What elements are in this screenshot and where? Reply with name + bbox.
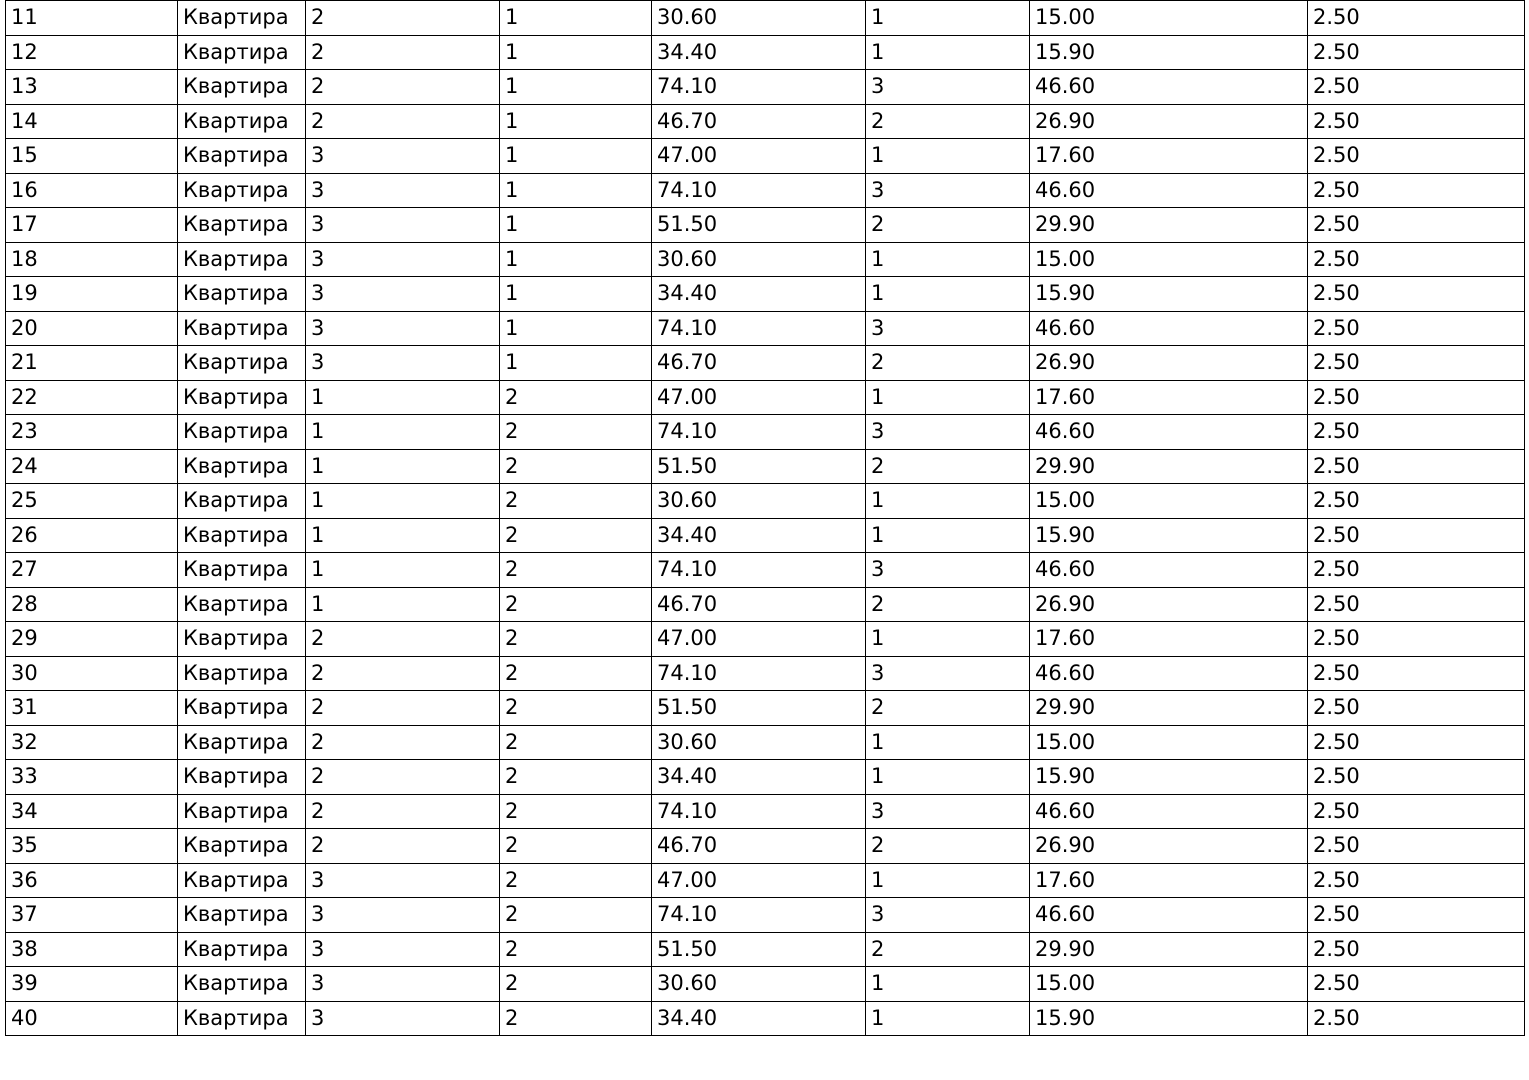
table-cell[interactable]: 2.50 <box>1308 691 1525 726</box>
table-cell[interactable]: 16 <box>6 173 178 208</box>
table-cell[interactable]: 2 <box>306 656 500 691</box>
table-cell[interactable]: 33 <box>6 760 178 795</box>
table-cell[interactable]: 74.10 <box>652 173 866 208</box>
table-cell[interactable]: 26.90 <box>1030 587 1308 622</box>
table-cell[interactable]: 29.90 <box>1030 932 1308 967</box>
table-cell[interactable]: 2.50 <box>1308 932 1525 967</box>
table-cell[interactable]: 2 <box>306 622 500 657</box>
table-row[interactable] <box>6 104 1525 139</box>
table-cell[interactable]: 74.10 <box>652 311 866 346</box>
table-cell[interactable]: 13 <box>6 70 178 105</box>
table-cell[interactable]: 46.60 <box>1030 70 1308 105</box>
table-cell[interactable]: 2.50 <box>1308 794 1525 829</box>
table-cell[interactable]: 28 <box>6 587 178 622</box>
table-cell[interactable]: 1 <box>866 35 1030 70</box>
table-cell[interactable]: 2 <box>500 484 652 519</box>
table-cell[interactable]: 19 <box>6 277 178 312</box>
table-cell[interactable]: 46.70 <box>652 587 866 622</box>
table-cell[interactable]: 3 <box>866 794 1030 829</box>
table-cell[interactable]: 39 <box>6 967 178 1002</box>
table-cell[interactable]: Квартира <box>178 760 306 795</box>
table-cell[interactable]: 1 <box>306 484 500 519</box>
table-cell[interactable]: 2 <box>500 760 652 795</box>
table-cell[interactable]: 2 <box>500 518 652 553</box>
table-cell[interactable]: 26 <box>6 518 178 553</box>
table-cell[interactable]: 46.70 <box>652 346 866 381</box>
table-cell[interactable]: 1 <box>500 104 652 139</box>
table-row[interactable] <box>6 863 1525 898</box>
table-cell[interactable]: 46.70 <box>652 829 866 864</box>
table-cell[interactable]: 47.00 <box>652 380 866 415</box>
table-cell[interactable]: 21 <box>6 346 178 381</box>
table-cell[interactable]: 18 <box>6 242 178 277</box>
table-cell[interactable]: 2 <box>866 829 1030 864</box>
table-cell[interactable]: Квартира <box>178 346 306 381</box>
table-cell[interactable]: 3 <box>306 932 500 967</box>
table-cell[interactable]: 29.90 <box>1030 449 1308 484</box>
table-cell[interactable]: 2.50 <box>1308 277 1525 312</box>
table-row[interactable] <box>6 242 1525 277</box>
table-cell[interactable]: 2.50 <box>1308 863 1525 898</box>
table-row[interactable] <box>6 794 1525 829</box>
table-cell[interactable]: 2 <box>866 346 1030 381</box>
table-cell[interactable]: 15.00 <box>1030 242 1308 277</box>
table-cell[interactable]: 29.90 <box>1030 691 1308 726</box>
table-cell[interactable]: 1 <box>866 1 1030 36</box>
table-cell[interactable]: 2 <box>500 587 652 622</box>
table-cell[interactable]: Квартира <box>178 70 306 105</box>
table-cell[interactable]: 1 <box>866 725 1030 760</box>
table-cell[interactable]: Квартира <box>178 691 306 726</box>
table-cell[interactable]: 17.60 <box>1030 622 1308 657</box>
table-cell[interactable]: Квартира <box>178 863 306 898</box>
table-cell[interactable]: 3 <box>306 863 500 898</box>
table-cell[interactable]: 17.60 <box>1030 863 1308 898</box>
table-cell[interactable]: 2.50 <box>1308 173 1525 208</box>
table-cell[interactable]: 15.90 <box>1030 277 1308 312</box>
table-cell[interactable]: 2 <box>866 104 1030 139</box>
table-cell[interactable]: 2.50 <box>1308 104 1525 139</box>
table-cell[interactable]: 2 <box>866 932 1030 967</box>
table-cell[interactable]: 2 <box>866 587 1030 622</box>
table-cell[interactable]: 2.50 <box>1308 967 1525 1002</box>
table-cell[interactable]: 2.50 <box>1308 242 1525 277</box>
table-cell[interactable]: 47.00 <box>652 863 866 898</box>
table-cell[interactable]: 3 <box>306 346 500 381</box>
table-cell[interactable]: 1 <box>500 1 652 36</box>
table-cell[interactable]: 2.50 <box>1308 208 1525 243</box>
table-cell[interactable]: 46.70 <box>652 104 866 139</box>
table-cell[interactable]: 2.50 <box>1308 898 1525 933</box>
table-cell[interactable]: 30.60 <box>652 1 866 36</box>
table-cell[interactable]: 46.60 <box>1030 656 1308 691</box>
table-cell[interactable]: 46.60 <box>1030 898 1308 933</box>
table-cell[interactable]: Квартира <box>178 725 306 760</box>
table-cell[interactable]: 3 <box>866 70 1030 105</box>
table-row[interactable] <box>6 484 1525 519</box>
table-cell[interactable]: 1 <box>306 415 500 450</box>
table-cell[interactable]: 14 <box>6 104 178 139</box>
table-cell[interactable]: Квартира <box>178 173 306 208</box>
table-cell[interactable]: 38 <box>6 932 178 967</box>
table-cell[interactable]: 2.50 <box>1308 311 1525 346</box>
table-cell[interactable]: 34.40 <box>652 277 866 312</box>
table-cell[interactable]: 74.10 <box>652 553 866 588</box>
table-cell[interactable]: 11 <box>6 1 178 36</box>
table-cell[interactable]: 17 <box>6 208 178 243</box>
table-cell[interactable]: 30.60 <box>652 967 866 1002</box>
table-cell[interactable]: 2 <box>866 691 1030 726</box>
table-row[interactable] <box>6 622 1525 657</box>
table-body <box>6 1 1525 1036</box>
table-cell[interactable]: 2 <box>500 1001 652 1036</box>
table-cell[interactable]: 2.50 <box>1308 587 1525 622</box>
table-cell[interactable]: 30.60 <box>652 242 866 277</box>
table-cell[interactable]: 2 <box>306 70 500 105</box>
table-row[interactable] <box>6 760 1525 795</box>
table-row[interactable] <box>6 725 1525 760</box>
table-cell[interactable]: 34.40 <box>652 760 866 795</box>
table-cell[interactable]: Квартира <box>178 898 306 933</box>
table-cell[interactable]: 34.40 <box>652 35 866 70</box>
table-row[interactable] <box>6 208 1525 243</box>
table-cell[interactable]: Квартира <box>178 311 306 346</box>
table-cell[interactable]: 12 <box>6 35 178 70</box>
table-cell[interactable]: 32 <box>6 725 178 760</box>
table-cell[interactable]: 46.60 <box>1030 173 1308 208</box>
apartments-table <box>5 0 1525 1036</box>
table-cell[interactable]: 25 <box>6 484 178 519</box>
table-cell[interactable]: 31 <box>6 691 178 726</box>
table-cell[interactable]: 51.50 <box>652 208 866 243</box>
table-cell[interactable]: 2.50 <box>1308 656 1525 691</box>
table-cell[interactable]: 3 <box>306 1001 500 1036</box>
table-cell[interactable]: 2.50 <box>1308 35 1525 70</box>
table-cell[interactable]: 2 <box>500 656 652 691</box>
table-cell[interactable]: 2 <box>306 104 500 139</box>
table-cell[interactable]: 3 <box>866 553 1030 588</box>
table-row[interactable] <box>6 139 1525 174</box>
table-row[interactable] <box>6 656 1525 691</box>
table-cell[interactable]: 2.50 <box>1308 70 1525 105</box>
table-cell[interactable]: 2 <box>306 35 500 70</box>
table-cell[interactable]: 3 <box>306 277 500 312</box>
table-cell[interactable]: Квартира <box>178 484 306 519</box>
table-cell[interactable]: 1 <box>500 311 652 346</box>
table-cell[interactable]: 36 <box>6 863 178 898</box>
table-cell[interactable]: 2.50 <box>1308 1 1525 36</box>
table-row[interactable] <box>6 70 1525 105</box>
table-cell[interactable]: 3 <box>306 967 500 1002</box>
table-row[interactable] <box>6 553 1525 588</box>
table-row[interactable] <box>6 173 1525 208</box>
table-cell[interactable]: 1 <box>500 35 652 70</box>
table-cell[interactable]: Квартира <box>178 139 306 174</box>
table-cell[interactable]: 26.90 <box>1030 104 1308 139</box>
table-cell[interactable]: 3 <box>306 242 500 277</box>
table-cell[interactable]: 1 <box>866 622 1030 657</box>
table-cell[interactable]: 30 <box>6 656 178 691</box>
table-cell[interactable]: Квартира <box>178 553 306 588</box>
table-cell[interactable]: 2.50 <box>1308 829 1525 864</box>
table-cell[interactable]: 51.50 <box>652 691 866 726</box>
table-cell[interactable]: 15.90 <box>1030 1001 1308 1036</box>
table-cell[interactable]: 74.10 <box>652 656 866 691</box>
table-cell[interactable]: 1 <box>306 449 500 484</box>
table-cell[interactable]: 2.50 <box>1308 415 1525 450</box>
table-row[interactable] <box>6 932 1525 967</box>
table-cell[interactable]: 3 <box>306 311 500 346</box>
table-cell[interactable]: 47.00 <box>652 622 866 657</box>
table-cell[interactable]: 1 <box>866 863 1030 898</box>
table-row[interactable] <box>6 277 1525 312</box>
table-cell[interactable]: 37 <box>6 898 178 933</box>
table-cell[interactable]: 2.50 <box>1308 346 1525 381</box>
table-cell[interactable]: Квартира <box>178 104 306 139</box>
table-cell[interactable]: 27 <box>6 553 178 588</box>
table-cell[interactable]: Квартира <box>178 1 306 36</box>
table-cell[interactable]: 15 <box>6 139 178 174</box>
table-cell[interactable]: 1 <box>866 380 1030 415</box>
table-cell[interactable]: 2 <box>866 208 1030 243</box>
table-cell[interactable]: 46.60 <box>1030 415 1308 450</box>
table-cell[interactable]: 1 <box>866 1001 1030 1036</box>
table-cell[interactable]: 3 <box>866 656 1030 691</box>
table-cell[interactable]: 35 <box>6 829 178 864</box>
table-cell[interactable]: 2 <box>500 967 652 1002</box>
table-cell[interactable]: 15.00 <box>1030 725 1308 760</box>
table-cell[interactable]: 40 <box>6 1001 178 1036</box>
table-row[interactable] <box>6 1 1525 36</box>
table-cell[interactable]: 1 <box>306 587 500 622</box>
table-cell[interactable]: 17.60 <box>1030 139 1308 174</box>
table-cell[interactable]: Квартира <box>178 35 306 70</box>
table-cell[interactable]: 2 <box>500 449 652 484</box>
table-cell[interactable]: 1 <box>866 277 1030 312</box>
table-cell[interactable]: Квартира <box>178 415 306 450</box>
table-cell[interactable]: 26.90 <box>1030 346 1308 381</box>
table-cell[interactable]: Квартира <box>178 587 306 622</box>
table-cell[interactable]: 15.00 <box>1030 484 1308 519</box>
table-cell[interactable]: 2 <box>500 794 652 829</box>
table-cell[interactable]: 3 <box>306 208 500 243</box>
table-cell[interactable]: Квартира <box>178 829 306 864</box>
table-cell[interactable]: 1 <box>306 518 500 553</box>
table-cell[interactable]: Квартира <box>178 208 306 243</box>
table-cell[interactable]: 17.60 <box>1030 380 1308 415</box>
table-cell[interactable]: 2 <box>306 725 500 760</box>
table-cell[interactable]: 2 <box>500 415 652 450</box>
table-cell[interactable]: 2.50 <box>1308 553 1525 588</box>
table-cell[interactable]: 2 <box>500 380 652 415</box>
table-cell[interactable]: 47.00 <box>652 139 866 174</box>
table-cell[interactable]: 2.50 <box>1308 449 1525 484</box>
table-cell[interactable]: 2 <box>306 760 500 795</box>
table-cell[interactable]: Квартира <box>178 622 306 657</box>
table-cell[interactable]: 1 <box>866 484 1030 519</box>
table-cell[interactable]: 2.50 <box>1308 622 1525 657</box>
table-cell[interactable]: 1 <box>500 173 652 208</box>
table-row[interactable] <box>6 898 1525 933</box>
table-cell[interactable]: 2 <box>500 553 652 588</box>
table-cell[interactable]: 74.10 <box>652 70 866 105</box>
table-cell[interactable]: 2.50 <box>1308 139 1525 174</box>
table-cell[interactable]: 2.50 <box>1308 760 1525 795</box>
table-cell[interactable]: 3 <box>866 173 1030 208</box>
table-row[interactable] <box>6 346 1525 381</box>
table-cell[interactable]: 2.50 <box>1308 518 1525 553</box>
table-cell[interactable]: 2.50 <box>1308 725 1525 760</box>
table-cell[interactable]: Квартира <box>178 932 306 967</box>
table-cell[interactable]: 2 <box>500 622 652 657</box>
table-cell[interactable]: Квартира <box>178 656 306 691</box>
table-cell[interactable]: 3 <box>866 898 1030 933</box>
table-cell[interactable]: 46.60 <box>1030 311 1308 346</box>
table-cell[interactable]: 1 <box>500 139 652 174</box>
table-cell[interactable]: Квартира <box>178 242 306 277</box>
table-cell[interactable]: 1 <box>306 553 500 588</box>
table-row[interactable] <box>6 449 1525 484</box>
table-row[interactable] <box>6 35 1525 70</box>
table-cell[interactable]: 2 <box>306 1 500 36</box>
table-cell[interactable]: 34.40 <box>652 1001 866 1036</box>
table-cell[interactable]: 15.90 <box>1030 518 1308 553</box>
table-cell[interactable]: 23 <box>6 415 178 450</box>
table-cell[interactable]: 2 <box>306 794 500 829</box>
table-cell[interactable]: 26.90 <box>1030 829 1308 864</box>
table-cell[interactable]: Квартира <box>178 380 306 415</box>
table-cell[interactable]: 74.10 <box>652 415 866 450</box>
table-cell[interactable]: 29.90 <box>1030 208 1308 243</box>
table-cell[interactable]: 1 <box>866 139 1030 174</box>
table-cell[interactable]: 1 <box>500 242 652 277</box>
table-row[interactable] <box>6 518 1525 553</box>
table-cell[interactable]: 3 <box>306 139 500 174</box>
table-cell[interactable]: 2 <box>500 932 652 967</box>
table-cell[interactable]: 15.90 <box>1030 35 1308 70</box>
table-cell[interactable]: 1 <box>866 242 1030 277</box>
table-row[interactable] <box>6 691 1525 726</box>
table-cell[interactable]: 2.50 <box>1308 380 1525 415</box>
table-row[interactable] <box>6 587 1525 622</box>
table-cell[interactable]: 2 <box>500 725 652 760</box>
table-cell[interactable]: 15.00 <box>1030 1 1308 36</box>
table-cell[interactable]: 2 <box>866 449 1030 484</box>
table-cell[interactable]: 3 <box>306 898 500 933</box>
table-row[interactable] <box>6 967 1525 1002</box>
table-cell[interactable]: 15.00 <box>1030 967 1308 1002</box>
table-cell[interactable]: 2 <box>306 829 500 864</box>
table-cell[interactable]: 22 <box>6 380 178 415</box>
table-cell[interactable]: 20 <box>6 311 178 346</box>
table-cell[interactable]: 3 <box>306 173 500 208</box>
table-cell[interactable]: Квартира <box>178 794 306 829</box>
table-cell[interactable]: 1 <box>866 967 1030 1002</box>
table-cell[interactable]: 51.50 <box>652 449 866 484</box>
table-cell[interactable]: 1 <box>500 70 652 105</box>
table-cell[interactable]: Квартира <box>178 967 306 1002</box>
table-cell[interactable]: 15.90 <box>1030 760 1308 795</box>
table-row[interactable] <box>6 415 1525 450</box>
table-cell[interactable]: 3 <box>866 415 1030 450</box>
table-row[interactable] <box>6 380 1525 415</box>
table-cell[interactable]: 1 <box>866 518 1030 553</box>
table-cell[interactable]: 30.60 <box>652 484 866 519</box>
table-cell[interactable]: 30.60 <box>652 725 866 760</box>
table-row[interactable] <box>6 311 1525 346</box>
table-cell[interactable]: Квартира <box>178 277 306 312</box>
table-cell[interactable]: 29 <box>6 622 178 657</box>
table-cell[interactable]: 1 <box>866 760 1030 795</box>
table-cell[interactable]: 1 <box>500 277 652 312</box>
table-cell[interactable]: 74.10 <box>652 898 866 933</box>
table-cell[interactable]: 24 <box>6 449 178 484</box>
table-cell[interactable]: Квартира <box>178 518 306 553</box>
table-cell[interactable]: 1 <box>500 208 652 243</box>
table-cell[interactable]: Квартира <box>178 1001 306 1036</box>
table-cell[interactable]: 46.60 <box>1030 553 1308 588</box>
table-row[interactable] <box>6 829 1525 864</box>
table-cell[interactable]: 51.50 <box>652 932 866 967</box>
table-cell[interactable]: 2 <box>500 863 652 898</box>
table-cell[interactable]: 74.10 <box>652 794 866 829</box>
table-cell[interactable]: 3 <box>866 311 1030 346</box>
table-cell[interactable]: 2.50 <box>1308 1001 1525 1036</box>
table-cell[interactable]: 1 <box>306 380 500 415</box>
table-cell[interactable]: 2 <box>500 691 652 726</box>
table-cell[interactable]: 34 <box>6 794 178 829</box>
table-cell[interactable]: 46.60 <box>1030 794 1308 829</box>
table-cell[interactable]: 2 <box>500 829 652 864</box>
table-cell[interactable]: Квартира <box>178 449 306 484</box>
table-cell[interactable]: 2 <box>306 691 500 726</box>
table-cell[interactable]: 1 <box>500 346 652 381</box>
table-cell[interactable]: 2 <box>500 898 652 933</box>
table-row[interactable] <box>6 1001 1525 1036</box>
table-cell[interactable]: 34.40 <box>652 518 866 553</box>
table-cell[interactable]: 2.50 <box>1308 484 1525 519</box>
